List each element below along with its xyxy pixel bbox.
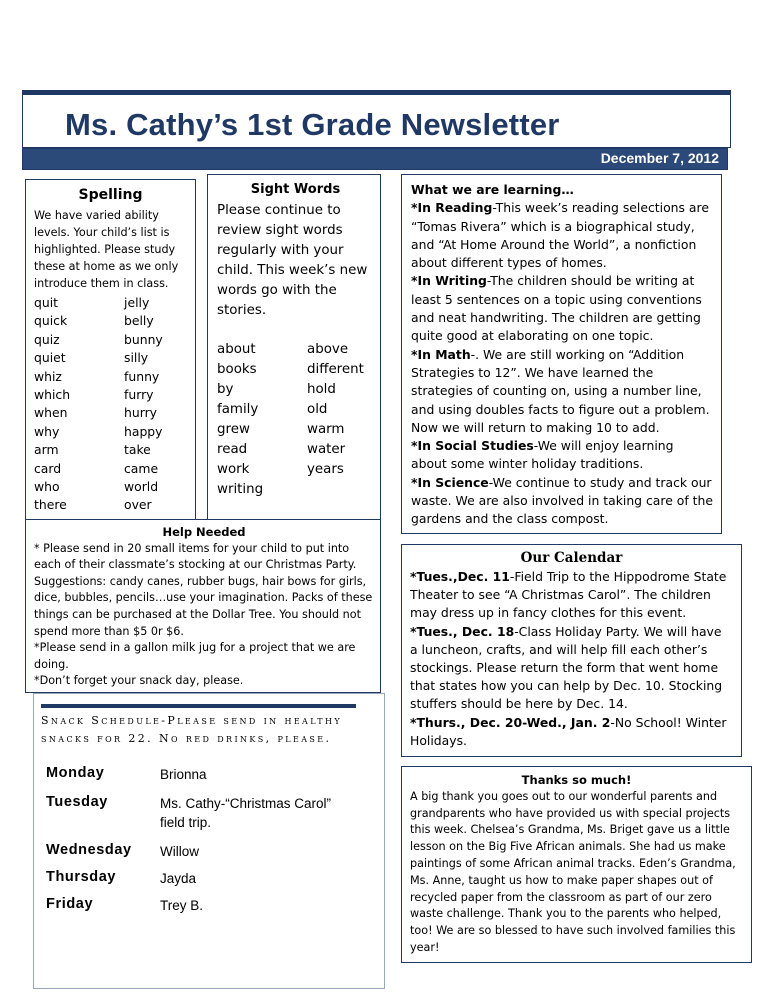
spelling-word: bunny bbox=[124, 331, 163, 347]
calendar-event bbox=[410, 568, 733, 623]
help-needed-box bbox=[25, 519, 381, 693]
spelling-heading: Spelling bbox=[78, 187, 143, 203]
snack-name: Jayda bbox=[160, 871, 197, 886]
reading-text: -This week’s reading selections are “Tomas Rivera” which is a biographical study, and “At Home Around the World”, a nonfiction about different types of homes. bbox=[411, 200, 709, 271]
spelling-word: whiz bbox=[34, 368, 62, 384]
sight-words-intro: Please continue to review sight words regularly with your child. This week’s new words go with the stories. bbox=[217, 203, 368, 318]
learning-social-studies bbox=[411, 437, 713, 474]
event-text: -Field Trip to the Hippodrome State Theater to see “A Christmas Carol”. The children may dress up in fancy clothes for this event. bbox=[410, 569, 727, 621]
snack-day: Tuesday bbox=[46, 794, 108, 810]
sight-word: read bbox=[217, 442, 248, 457]
sight-word: grew bbox=[217, 422, 250, 437]
writing-label: *In Writing bbox=[411, 273, 487, 289]
spelling-word: jelly bbox=[124, 295, 150, 310]
thanks-heading: Thanks so much! bbox=[521, 773, 632, 787]
spelling-word: which bbox=[34, 387, 71, 403]
spelling-word: take bbox=[124, 442, 151, 458]
event-date: *Tues.,Dec. 11 bbox=[410, 569, 510, 584]
sight-word: work bbox=[217, 462, 250, 477]
spelling-word-list bbox=[34, 294, 187, 515]
calendar-event bbox=[410, 623, 733, 714]
spelling-word: arm bbox=[34, 442, 59, 458]
sight-word: family bbox=[217, 402, 259, 417]
spelling-word: world bbox=[124, 479, 159, 495]
thanks-box bbox=[401, 766, 752, 963]
sight-word-list bbox=[217, 340, 374, 500]
learning-writing bbox=[411, 272, 713, 345]
newsletter-title: Ms. Cathy’s 1st Grade Newsletter bbox=[65, 107, 560, 142]
science-text: -We continue to study and track our waste. We are also involved in taking care of the gardens and the class compost. bbox=[411, 474, 713, 527]
spelling-word: why bbox=[34, 423, 60, 439]
sight-word: water bbox=[307, 442, 346, 457]
learning-box bbox=[401, 174, 722, 534]
event-text: -No School! Winter Holidays. bbox=[410, 714, 727, 748]
newsletter-date: December 7, 2012 bbox=[600, 150, 719, 166]
social-text: -We will enjoy learning about some winter holiday traditions. bbox=[411, 438, 674, 472]
spelling-word: when bbox=[34, 405, 68, 421]
spelling-word: came bbox=[124, 460, 159, 476]
spelling-word: card bbox=[34, 460, 62, 476]
spelling-word: belly bbox=[124, 313, 154, 329]
snack-name: Ms. Cathy-“Christmas Carol” field trip. bbox=[160, 796, 332, 830]
snack-day: Friday bbox=[46, 896, 94, 912]
snack-row bbox=[46, 869, 374, 888]
spelling-word: over bbox=[124, 497, 152, 513]
title-band bbox=[22, 90, 731, 148]
sight-word: different bbox=[307, 362, 364, 377]
spelling-intro: We have varied ability levels. Your child’s list is highlighted. Please study these at home as we only introduce them in class. bbox=[34, 209, 179, 290]
learning-heading: What we are learning… bbox=[411, 182, 574, 197]
snack-row bbox=[46, 794, 374, 832]
sight-word: above bbox=[307, 342, 349, 357]
help-item: * Please send in 20 small items for your child to put into each of their classmate’s stocking at our Christmas Party. Suggestions: candy canes, rubber bugs, hair bows for girls, dice, bubbles, pencils…use your imagination. Packs of these things can be purchased at the Dollar Tree. You should not spend more than $5 0r $6. bbox=[34, 541, 373, 638]
spelling-words-left bbox=[34, 294, 124, 515]
snack-rows bbox=[41, 765, 374, 915]
sight-words-box bbox=[207, 174, 381, 520]
sight-words-heading: Sight Words bbox=[250, 182, 341, 197]
learning-math bbox=[411, 346, 713, 437]
snack-name: Trey B. bbox=[160, 898, 204, 913]
sight-words-right bbox=[307, 340, 374, 500]
learning-reading bbox=[411, 199, 713, 272]
snack-day: Wednesday bbox=[46, 842, 132, 858]
snack-day: Thursday bbox=[46, 869, 117, 885]
snack-name: Brionna bbox=[160, 767, 207, 782]
snack-heading: Snack Schedule-Please send in healthy snacks for 22. No red drinks, please. bbox=[41, 714, 343, 745]
spelling-words-right bbox=[124, 294, 187, 515]
math-label: *In Math bbox=[411, 346, 471, 362]
snack-row bbox=[46, 842, 374, 861]
thanks-text: A big thank you goes out to our wonderful parents and grandparents who have provided us with special projects this week. Chelsea’s Grandma, Ms. Briget gave us a little lesson on the Big Five African animals. She had us make paintings of some African animal tracks. Eden’s Grandma, Ms. Anne, taught us how to make paper shapes out of recycled paper from the classroom as part of our zero waste challenge. Thank you to the parents who helped, too! We are so blessed to have such involved families this year! bbox=[410, 789, 736, 954]
learning-science bbox=[411, 474, 713, 529]
science-label: *In Science bbox=[411, 474, 489, 490]
sight-word: by bbox=[217, 382, 234, 397]
spelling-word: quiz bbox=[34, 331, 60, 347]
snack-day: Monday bbox=[46, 765, 105, 781]
sight-words-left bbox=[217, 340, 307, 500]
snack-name: Willow bbox=[160, 844, 199, 859]
snack-row bbox=[46, 896, 374, 915]
help-heading: Help Needed bbox=[162, 525, 246, 539]
help-item: *Don’t forget your snack day, please. bbox=[34, 674, 244, 688]
math-text: -. We are still working on “Addition Strategies to 12”. We have learned the strategies of counting on, using a number line, and using doubles facts to figure out a problem. Now we will return to making 10 to add. bbox=[411, 346, 710, 435]
spelling-word: quick bbox=[34, 313, 68, 329]
social-label: *In Social Studies bbox=[411, 438, 534, 454]
date-bar bbox=[22, 148, 728, 170]
spelling-word: quiet bbox=[34, 350, 66, 366]
spelling-box bbox=[25, 179, 196, 520]
snack-heading-rule bbox=[41, 704, 356, 708]
spelling-word: funny bbox=[124, 368, 160, 384]
calendar-box bbox=[401, 544, 742, 757]
snack-row bbox=[46, 765, 374, 784]
spelling-word: hurry bbox=[124, 405, 158, 421]
sight-word: warm bbox=[307, 422, 345, 437]
sight-word: books bbox=[217, 362, 257, 377]
writing-text: -The children should be writing at least 5 sentences on a topic using conventions and neat handwriting. The children are getting quite good at elaborating on one topic. bbox=[411, 273, 702, 344]
snack-schedule-box bbox=[33, 693, 385, 989]
spelling-word: quit bbox=[34, 295, 59, 310]
calendar-heading: Our Calendar bbox=[520, 550, 623, 566]
spelling-word: silly bbox=[124, 350, 149, 366]
spelling-word: happy bbox=[124, 423, 163, 439]
sight-word: writing bbox=[217, 482, 264, 497]
event-text: -Class Holiday Party. We will have a luncheon, crafts, and will help fill each other’s stockings. Please return the form that went home that states how you can help by Dec. 10. Stocking stuffers should be here by Dec. 14. bbox=[410, 623, 723, 712]
sight-word: old bbox=[307, 402, 328, 417]
sight-word: about bbox=[217, 342, 256, 357]
calendar-event bbox=[410, 714, 733, 750]
sight-word: years bbox=[307, 462, 344, 477]
event-date: *Thurs., Dec. 20-Wed., Jan. 2 bbox=[410, 714, 611, 730]
spelling-word: who bbox=[34, 479, 60, 495]
reading-label: *In Reading bbox=[411, 200, 493, 216]
spelling-word: furry bbox=[124, 387, 154, 403]
help-item: *Please send in a gallon milk jug for a project that we are doing. bbox=[34, 641, 356, 671]
event-date: *Tues., Dec. 18 bbox=[410, 623, 515, 639]
spelling-word: there bbox=[34, 497, 67, 513]
sight-word: hold bbox=[307, 382, 336, 397]
